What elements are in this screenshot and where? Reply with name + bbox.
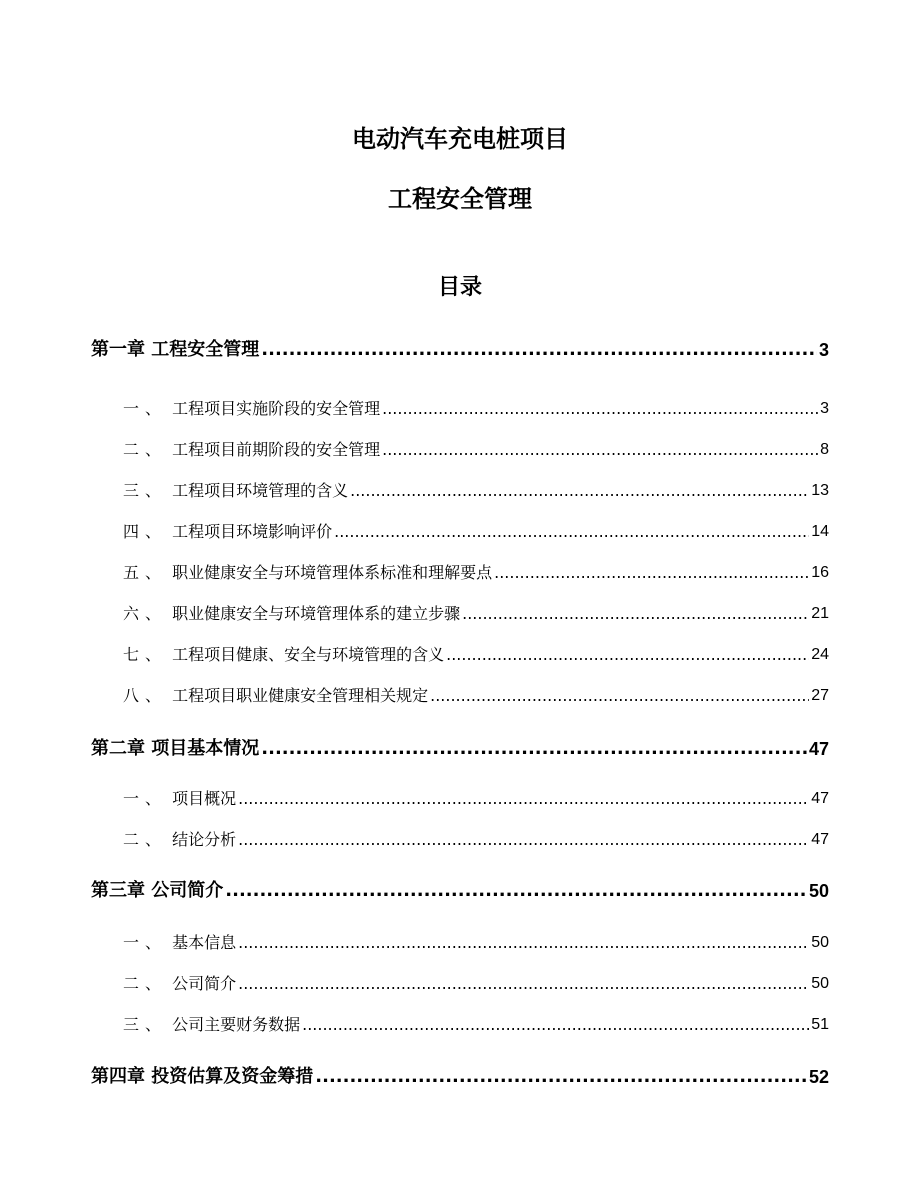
toc-label: 公司主要财务数据 <box>172 1015 301 1034</box>
toc-leader <box>382 397 818 421</box>
toc-leader <box>302 1013 809 1037</box>
toc-label: 工程项目前期阶段的安全管理 <box>172 440 381 459</box>
toc-label: 工程安全管理 <box>151 339 260 360</box>
toc-number: 一、 <box>123 789 168 808</box>
toc-chapter-3[interactable] <box>91 873 829 903</box>
toc-page-number: 52 <box>808 1067 829 1087</box>
toc-section-2-2[interactable] <box>91 822 829 852</box>
toc-page-number: 3 <box>818 340 829 360</box>
toc-page-number: 47 <box>811 831 829 848</box>
toc-leader <box>446 643 809 667</box>
toc-page-number: 50 <box>811 934 829 951</box>
toc-chapter-4[interactable] <box>91 1059 829 1089</box>
toc-label: 工程项目环境影响评价 <box>172 522 333 541</box>
toc-leader <box>225 879 807 903</box>
toc-leader <box>238 787 809 811</box>
toc-number: 第二章 <box>91 738 145 759</box>
toc-section-1-7[interactable] <box>91 637 829 667</box>
toc-page-number: 47 <box>811 790 829 807</box>
toc-number: 二、 <box>123 974 168 993</box>
toc-leader <box>261 338 817 362</box>
toc-label: 投资估算及资金筹措 <box>151 1066 314 1087</box>
toc-label: 项目概况 <box>172 789 237 808</box>
toc-label: 工程项目职业健康安全管理相关规定 <box>172 686 429 705</box>
toc-leader <box>334 520 809 544</box>
toc-page-number: 14 <box>811 523 829 540</box>
toc-number: 第一章 <box>91 339 145 360</box>
toc-page-number: 21 <box>811 605 829 622</box>
toc-page-number: 8 <box>820 441 829 458</box>
toc-label: 工程项目健康、安全与环境管理的含义 <box>172 645 445 664</box>
toc-page-number: 13 <box>811 482 829 499</box>
toc-chapter-2[interactable] <box>91 731 829 761</box>
table-of-contents <box>91 0 829 1191</box>
toc-page-number: 50 <box>811 975 829 992</box>
toc-number: 三、 <box>123 1015 168 1034</box>
toc-leader <box>462 602 809 626</box>
toc-section-1-4[interactable] <box>91 514 829 544</box>
toc-number: 五、 <box>123 563 168 582</box>
toc-number: 二、 <box>123 440 168 459</box>
toc-section-1-1[interactable] <box>91 391 829 421</box>
toc-number: 四、 <box>123 522 168 541</box>
toc-leader <box>315 1065 807 1089</box>
toc-page-number: 3 <box>820 400 829 417</box>
toc-section-3-1[interactable] <box>91 925 829 955</box>
toc-label: 公司简介 <box>151 880 224 901</box>
toc-section-3-3[interactable] <box>91 1007 829 1037</box>
toc-section-3-2[interactable] <box>91 966 829 996</box>
toc-label: 结论分析 <box>172 830 237 849</box>
toc-page-number: 47 <box>808 739 829 759</box>
toc-leader <box>350 479 809 503</box>
toc-section-2-1[interactable] <box>91 781 829 811</box>
toc-number: 一、 <box>123 399 168 418</box>
toc-section-1-5[interactable] <box>91 555 829 585</box>
toc-label: 项目基本情况 <box>151 738 260 759</box>
toc-number: 八、 <box>123 686 168 705</box>
toc-page-number: 50 <box>808 881 829 901</box>
toc-page-number: 27 <box>811 687 829 704</box>
toc-leader <box>238 972 809 996</box>
toc-number: 一、 <box>123 933 168 952</box>
toc-page-number: 24 <box>811 646 829 663</box>
toc-page-number: 16 <box>811 564 829 581</box>
toc-section-1-3[interactable] <box>91 473 829 503</box>
toc-section-1-8[interactable] <box>91 678 829 708</box>
toc-label: 职业健康安全与环境管理体系的建立步骤 <box>172 604 461 623</box>
toc-leader <box>430 684 809 708</box>
toc-label: 基本信息 <box>172 933 237 952</box>
toc-page-number: 51 <box>811 1016 829 1033</box>
toc-number: 七、 <box>123 645 168 664</box>
toc-label: 公司简介 <box>172 974 237 993</box>
toc-section-1-6[interactable] <box>91 596 829 626</box>
toc-leader <box>494 561 809 585</box>
toc-number: 第三章 <box>91 880 145 901</box>
toc-number: 六、 <box>123 604 168 623</box>
toc-leader <box>261 737 807 761</box>
toc-number: 三、 <box>123 481 168 500</box>
toc-leader <box>238 931 809 955</box>
toc-label: 职业健康安全与环境管理体系标准和理解要点 <box>172 563 493 582</box>
document-subtitle: 工程安全管理 <box>388 185 532 213</box>
toc-heading: 目录 <box>437 275 482 300</box>
toc-chapter-1[interactable] <box>91 332 829 362</box>
toc-number: 第四章 <box>91 1066 145 1087</box>
toc-section-1-2[interactable] <box>91 432 829 462</box>
document-title: 电动汽车充电桩项目 <box>352 125 568 153</box>
toc-leader <box>238 828 809 852</box>
toc-leader <box>382 438 818 462</box>
toc-label: 工程项目实施阶段的安全管理 <box>172 399 381 418</box>
toc-number: 二、 <box>123 830 168 849</box>
toc-label: 工程项目环境管理的含义 <box>172 481 349 500</box>
